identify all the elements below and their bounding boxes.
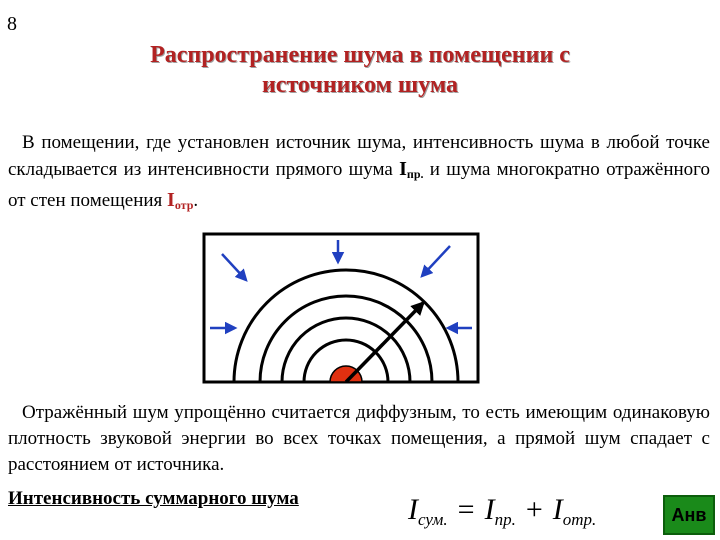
nav-button-label: Анв [671, 504, 707, 525]
intro-mid-text: и шума многократно отражённого от стен помещения [8, 159, 711, 211]
nav-button[interactable] [663, 495, 715, 535]
formula-term2-subscript: отр. [562, 510, 597, 529]
direct-noise-symbol [399, 158, 423, 180]
noise-propagation-diagram [202, 232, 480, 384]
slide-number: 8 [7, 13, 17, 35]
formula-equals: = [457, 493, 475, 526]
wavefront-arc-4 [234, 270, 458, 382]
formula-term2: I [552, 493, 563, 526]
reflected-noise-symbol [167, 189, 193, 211]
intro-text: В помещении, где установлен источник шума, интенсивность шума в любой точке складывается из интенсивности прямого шума [8, 132, 710, 180]
formula-lhs-subscript: сум. [418, 510, 448, 529]
title-line-1: Распространение шума в помещении с [150, 42, 570, 68]
formula-plus: + [525, 493, 543, 526]
diffuse-paragraph [8, 400, 710, 478]
total-intensity-formula [408, 492, 596, 538]
direct-noise-subscript: пр. [406, 167, 424, 181]
formula-term1: I [484, 493, 495, 526]
reflected-arrow-top-right [422, 246, 450, 276]
page-title [80, 40, 640, 100]
formula-term1-subscript: пр. [494, 510, 516, 529]
intro-end-text: . [193, 190, 199, 211]
intro-paragraph [8, 130, 710, 218]
room-outline [204, 234, 478, 382]
formula-lhs: I [408, 493, 418, 526]
diffuse-text: Отражённый шум упрощённо считается диффузным, то есть имеющим одинаковую плотность звуковой энергии во всех точках помещения, а прямой шум спадает с расстоянием от источника. [8, 402, 710, 475]
total-intensity-label: Интенсивность суммарного шума [8, 488, 299, 509]
direct-noise-letter: I [399, 158, 407, 180]
reflected-noise-subscript: отр [174, 198, 194, 212]
title-line-2: источником шума [261, 72, 459, 98]
reflected-arrow-top-left [222, 254, 246, 280]
reflected-noise-letter: I [167, 189, 175, 211]
